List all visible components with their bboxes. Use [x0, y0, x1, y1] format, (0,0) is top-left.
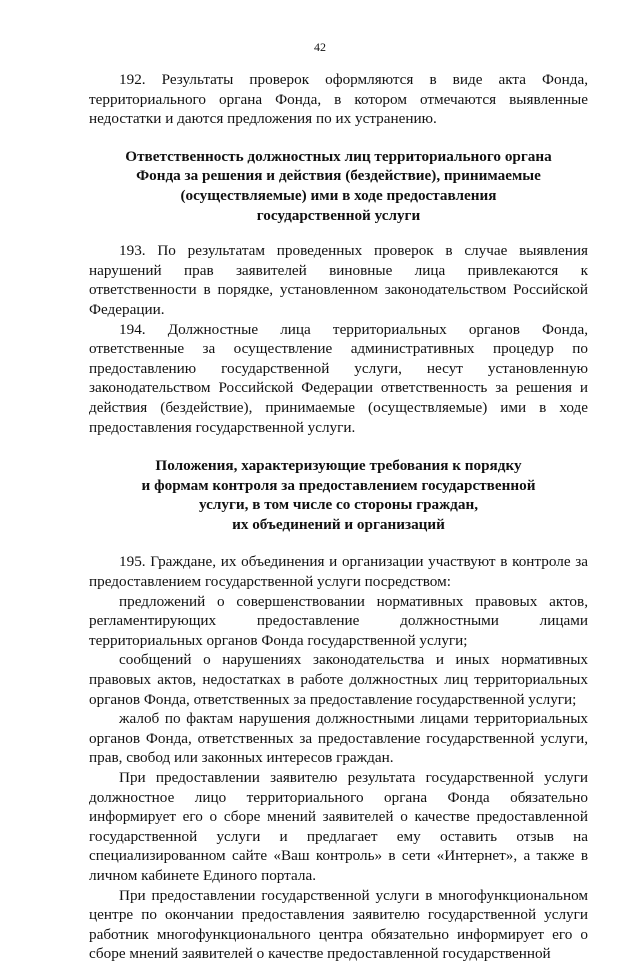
list-item-complaints: жалоб по фактам нарушения должностными лицами территориальных органов Фонда, ответственных за предоставление государственной услуги, прав, свобод или законных интересов граждан. [89, 710, 588, 767]
heading-responsibility-line-3: (осуществляемые) ими в ходе предоставления [180, 186, 497, 204]
list-item-proposals: предложений о совершенствовании нормативных правовых актов, регламентирующих предоставление должностными лицами территориальных органов Фонда государственной услуги; [89, 592, 588, 649]
heading-responsibility [89, 147, 588, 225]
heading-control-forms-line-1: Положения, характеризующие требования к порядку [155, 457, 522, 475]
paragraph-fund-feedback: При предоставлении заявителю результата государственной услуги должностное лицо территориального органа Фонда обязательно информирует его о сборе мнений заявителей о качестве предоставленной государственной услуги и предлагает ему оставить отзыв на специализированном сайте «Ваш контроль» в сети «Интернет», а также в личном кабинете Единого портала. [89, 769, 588, 884]
paragraph-mfc-feedback: При предоставлении государственной услуги в многофункциональном центре по окончании предоставления заявителю государственной услуги работник многофункционального центра обязательно информирует его о сборе мнений заявителей о качестве предоставленной государственной [89, 886, 588, 963]
page-number: 42 [314, 40, 326, 54]
paragraph-192: 192. Результаты проверок оформляются в виде акта Фонда, территориального органа Фонда, в котором отмечаются выявленные недостатки и даются предложения по их устранению. [89, 71, 588, 128]
heading-control-forms [89, 456, 588, 534]
paragraph-195: 195. Граждане, их объединения и организации участвуют в контроле за предоставлением государственной услуги посредством: [89, 553, 588, 591]
heading-responsibility-line-2: Фонда за решения и действия (бездействие), принимаемые [136, 167, 541, 185]
paragraph-194: 194. Должностные лица территориальных органов Фонда, ответственные за осуществление административных процедур по предоставлению государственной услуги, несут установленную законодательством Российской Федерации ответственность за решения и действия (бездействие), принимаемые (осуществляемые) ими в ходе предоставления государственной услуги. [89, 320, 588, 436]
page-content [89, 70, 588, 964]
heading-control-forms-line-2: и формам контроля за предоставлением государственной [141, 476, 536, 494]
heading-responsibility-line-4: государственной услуги [256, 206, 421, 224]
heading-control-forms-line-3: услуги, в том числе со стороны граждан, [199, 496, 478, 514]
heading-responsibility-line-1: Ответственность должностных лиц территориального органа [125, 147, 552, 165]
heading-control-forms-line-4: их объединений и организаций [232, 515, 445, 533]
list-item-reports: сообщений о нарушениях законодательства и иных нормативных правовых актов, недостатках в работе должностных лиц территориальных органов Фонда, ответственных за предоставление государственной услуги; [89, 651, 588, 708]
paragraph-193: 193. По результатам проведенных проверок в случае выявления нарушений прав заявителей виновные лица привлекаются к ответственности в порядке, установленном законодательством Российской Федерации. [89, 242, 588, 318]
